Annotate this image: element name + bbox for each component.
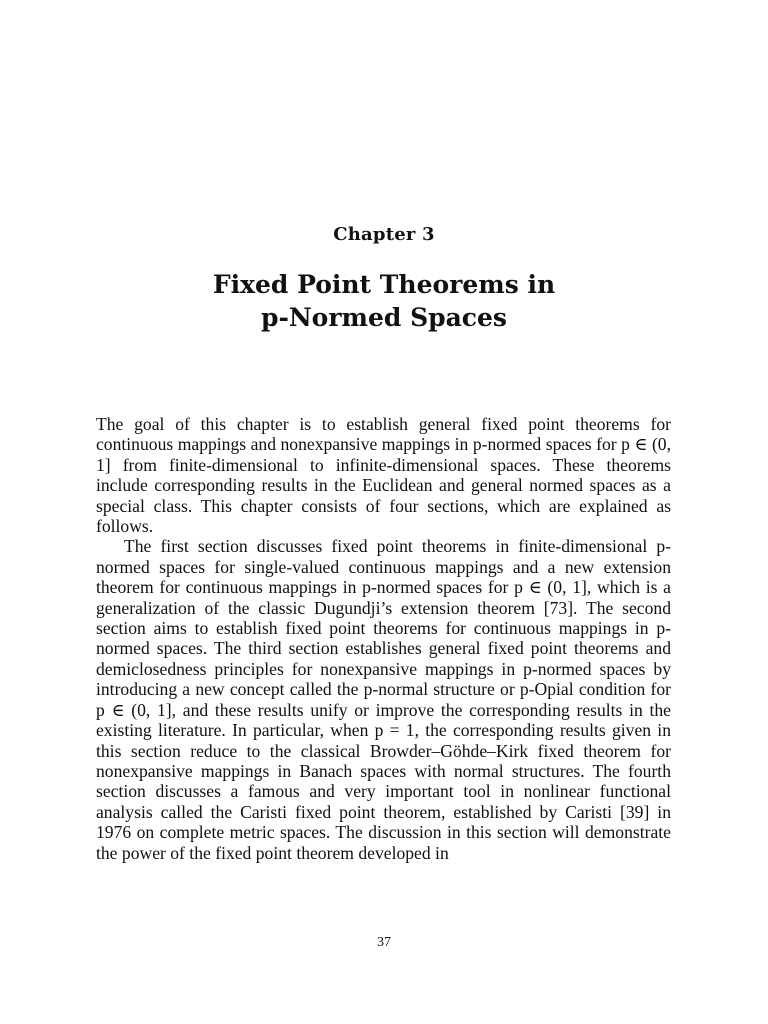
paragraph-intro: The goal of this chapter is to establish general fixed point theorems for continuous mappings and nonexpansive mappings in p-normed spaces for p ∈ (0, 1] from finite-dimensional to infinite-dimensional spaces. These theorems include corresponding results in the Euclidean and general normed spaces as a special class. This chapter consists of four sections, which are explained as follows. [96, 414, 671, 537]
body-text [96, 414, 671, 863]
chapter-title-line-1: Fixed Point Theorems in [212, 270, 556, 299]
page-number: 37 [377, 935, 391, 950]
chapter-label: Chapter 3 [333, 224, 435, 245]
paragraph-sections: The first section discusses fixed point theorems in finite-dimensional p-normed spaces for single-valued continuous mappings and a new extension theorem for continuous mappings in p-normed spaces for p ∈ (0, 1], which is a generalization of the classic Dugundji’s extension theorem [73]. The second section aims to establish fixed point theorems for continuous mappings in p-normed spaces. The third section establishes general fixed point theorems and demiclosedness principles for nonexpansive mappings in p-normed spaces by introducing a new concept called the p-normal structure or p-Opial condition for p ∈ (0, 1], and these results unify or improve the corresponding results in the existing literature. In particular, when p = 1, the corresponding results given in this section reduce to the classical Browder–Göhde–Kirk fixed theorem for nonexpansive mappings in Banach spaces with normal structures. The fourth section discusses a famous and very important tool in nonlinear functional analysis called the Caristi fixed point theorem, established by Caristi [39] in 1976 on complete metric spaces. The discussion in this section will demonstrate the power of the fixed point theorem developed in [96, 536, 671, 863]
chapter-title [0, 268, 768, 334]
chapter-title-line-2: p-Normed Spaces [260, 303, 508, 332]
